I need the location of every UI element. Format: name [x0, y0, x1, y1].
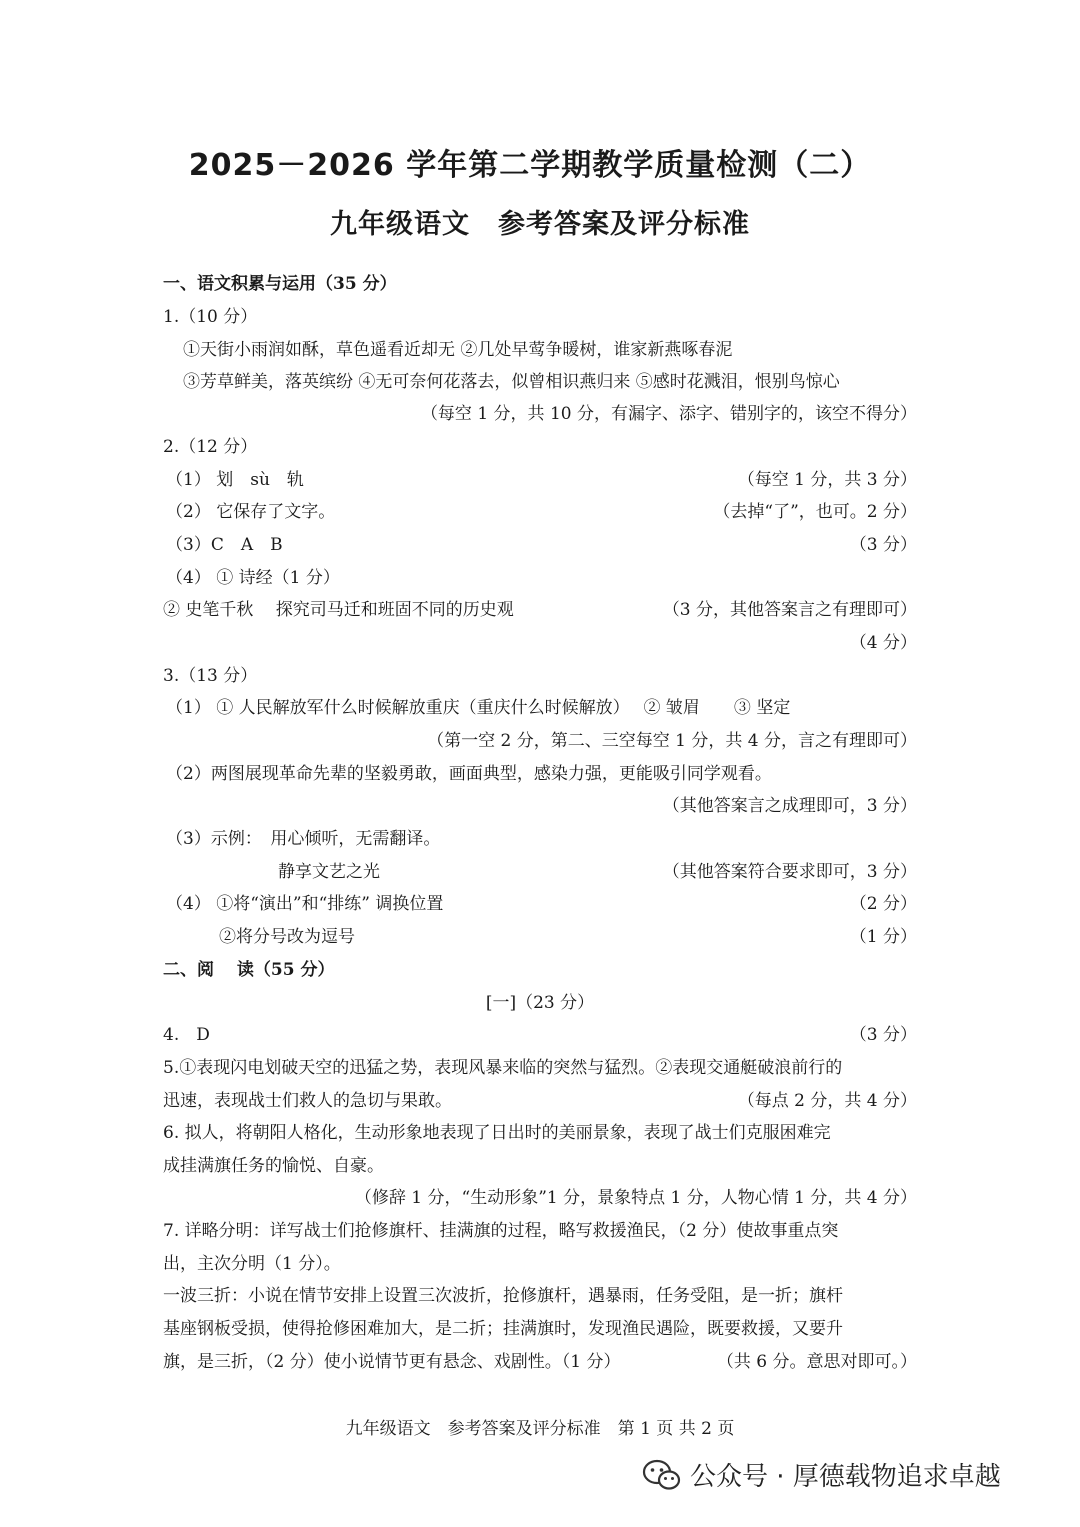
q3-p3-score: （其他答案符合要求即可，3 分）	[662, 862, 917, 882]
q2-p1: （1） 划 sù 轨	[166, 470, 304, 490]
q6-line1: 6. 拟人，将朝阳人格化，生动形象地表现了日出时的美丽景象，表现了战士们克服困难完	[163, 1123, 831, 1143]
q1-note: （每空 1 分，共 10 分，有漏字、添字、错别字的，该空不得分）	[420, 404, 917, 424]
q3-p4-score: （2 分）	[849, 894, 917, 914]
q7-line1: 7. 详略分明：详写战士们抢修旗杆、挂满旗的过程，略写救援渔民，（2 分）使故事重点突	[163, 1221, 839, 1241]
q3-p1: （1） ① 人民解放军什么时候解放重庆（重庆什么时候解放） ② 皱眉 ③ 坚定	[166, 698, 791, 718]
q3-label: 3.（13 分）	[163, 666, 258, 686]
q6-line2: 成挂满旗任务的愉悦、自豪。	[163, 1156, 384, 1176]
subsection-heading: [一]（23 分）	[485, 993, 595, 1013]
q2-p2-score: （去掉“了”，也可。2 分）	[713, 502, 917, 522]
q3-p3: （3）示例： 用心倾听，无需翻译。	[166, 829, 441, 849]
q2-p2: （2） 它保存了文字。	[166, 502, 336, 522]
q3-p4b-score: （1 分）	[849, 927, 917, 947]
q6-score: （修辞 1 分，“生动形象”1 分，景象特点 1 分，人物心情 1 分，共 4 分）	[354, 1188, 917, 1208]
page-title: 2025－2026 学年第二学期教学质量检测（二）	[188, 148, 872, 183]
q2-label: 2.（12 分）	[163, 437, 258, 457]
q4-score: （3 分）	[849, 1025, 917, 1045]
page-subtitle: 九年级语文 参考答案及评分标准	[330, 209, 750, 240]
q3-p4b: ②将分号改为逗号	[219, 927, 355, 947]
watermark	[642, 1456, 1001, 1493]
q2-p1-score: （每空 1 分，共 3 分）	[737, 470, 917, 490]
watermark-text: 公众号 · 厚德载物追求卓越	[690, 1462, 1001, 1492]
q1-label: 1.（10 分）	[163, 307, 258, 327]
q4-answer: 4. D	[163, 1025, 210, 1045]
q1-line1: ①天街小雨润如酥，草色遥看近却无 ②几处早莺争暖树，谁家新燕啄春泥	[183, 340, 733, 360]
q5-line2: 迅速，表现战士们救人的急切与果敢。	[163, 1091, 452, 1111]
q3-p2-score: （其他答案言之成理即可，3 分）	[662, 796, 917, 816]
q2-p4b: ② 史笔千秋 探究司马迁和班固不同的历史观	[163, 600, 514, 620]
page-footer: 九年级语文 参考答案及评分标准 第 1 页 共 2 页	[345, 1419, 735, 1439]
q3-p3b: 静享文艺之光	[278, 862, 380, 882]
q2-p3: （3）C A B	[166, 535, 283, 555]
q2-p4b-score: （3 分，其他答案言之有理即可）	[662, 600, 917, 620]
q7-score: （共 6 分。意思对即可。）	[716, 1352, 917, 1372]
q7-line5: 旗，是三折，（2 分）使小说情节更有悬念、戏剧性。（1 分）	[163, 1352, 621, 1372]
q2-p4: （4） ① 诗经（1 分）	[166, 568, 340, 588]
q3-p1-score: （第一空 2 分，第二、三空每空 1 分，共 4 分，言之有理即可）	[427, 731, 917, 751]
section-heading-2: 二、阅 读（55 分）	[163, 960, 335, 980]
q1-line2: ③芳草鲜美，落英缤纷 ④无可奈何花落去，似曾相识燕归来 ⑤感时花溅泪，恨别鸟惊心	[183, 372, 840, 392]
q7-line2: 出，主次分明（1 分）。	[163, 1254, 341, 1274]
wechat-icon	[642, 1458, 682, 1492]
q5-line1: 5.①表现闪电划破天空的迅猛之势，表现风暴来临的突然与猛烈。②表现交通艇破浪前行的	[163, 1058, 843, 1078]
q3-p4: （4） ①将“演出”和“排练” 调换位置	[166, 894, 444, 914]
q2-p3-score: （3 分）	[849, 535, 917, 555]
q7-line4: 基座钢板受损，使得抢修困难加大，是二折；挂满旗时，发现渔民遇险，既要救援，又要升	[163, 1319, 843, 1339]
q2-p4-total: （4 分）	[849, 633, 917, 653]
section-heading-1: 一、语文积累与运用（35 分）	[163, 274, 397, 294]
q5-score: （每点 2 分，共 4 分）	[737, 1091, 917, 1111]
q7-line3: 一波三折：小说在情节安排上设置三次波折，抢修旗杆，遇暴雨，任务受阻，是一折；旗杆	[163, 1286, 843, 1306]
q3-p2: （2）两图展现革命先辈的坚毅勇敢，画面典型，感染力强，更能吸引同学观看。	[166, 764, 772, 784]
